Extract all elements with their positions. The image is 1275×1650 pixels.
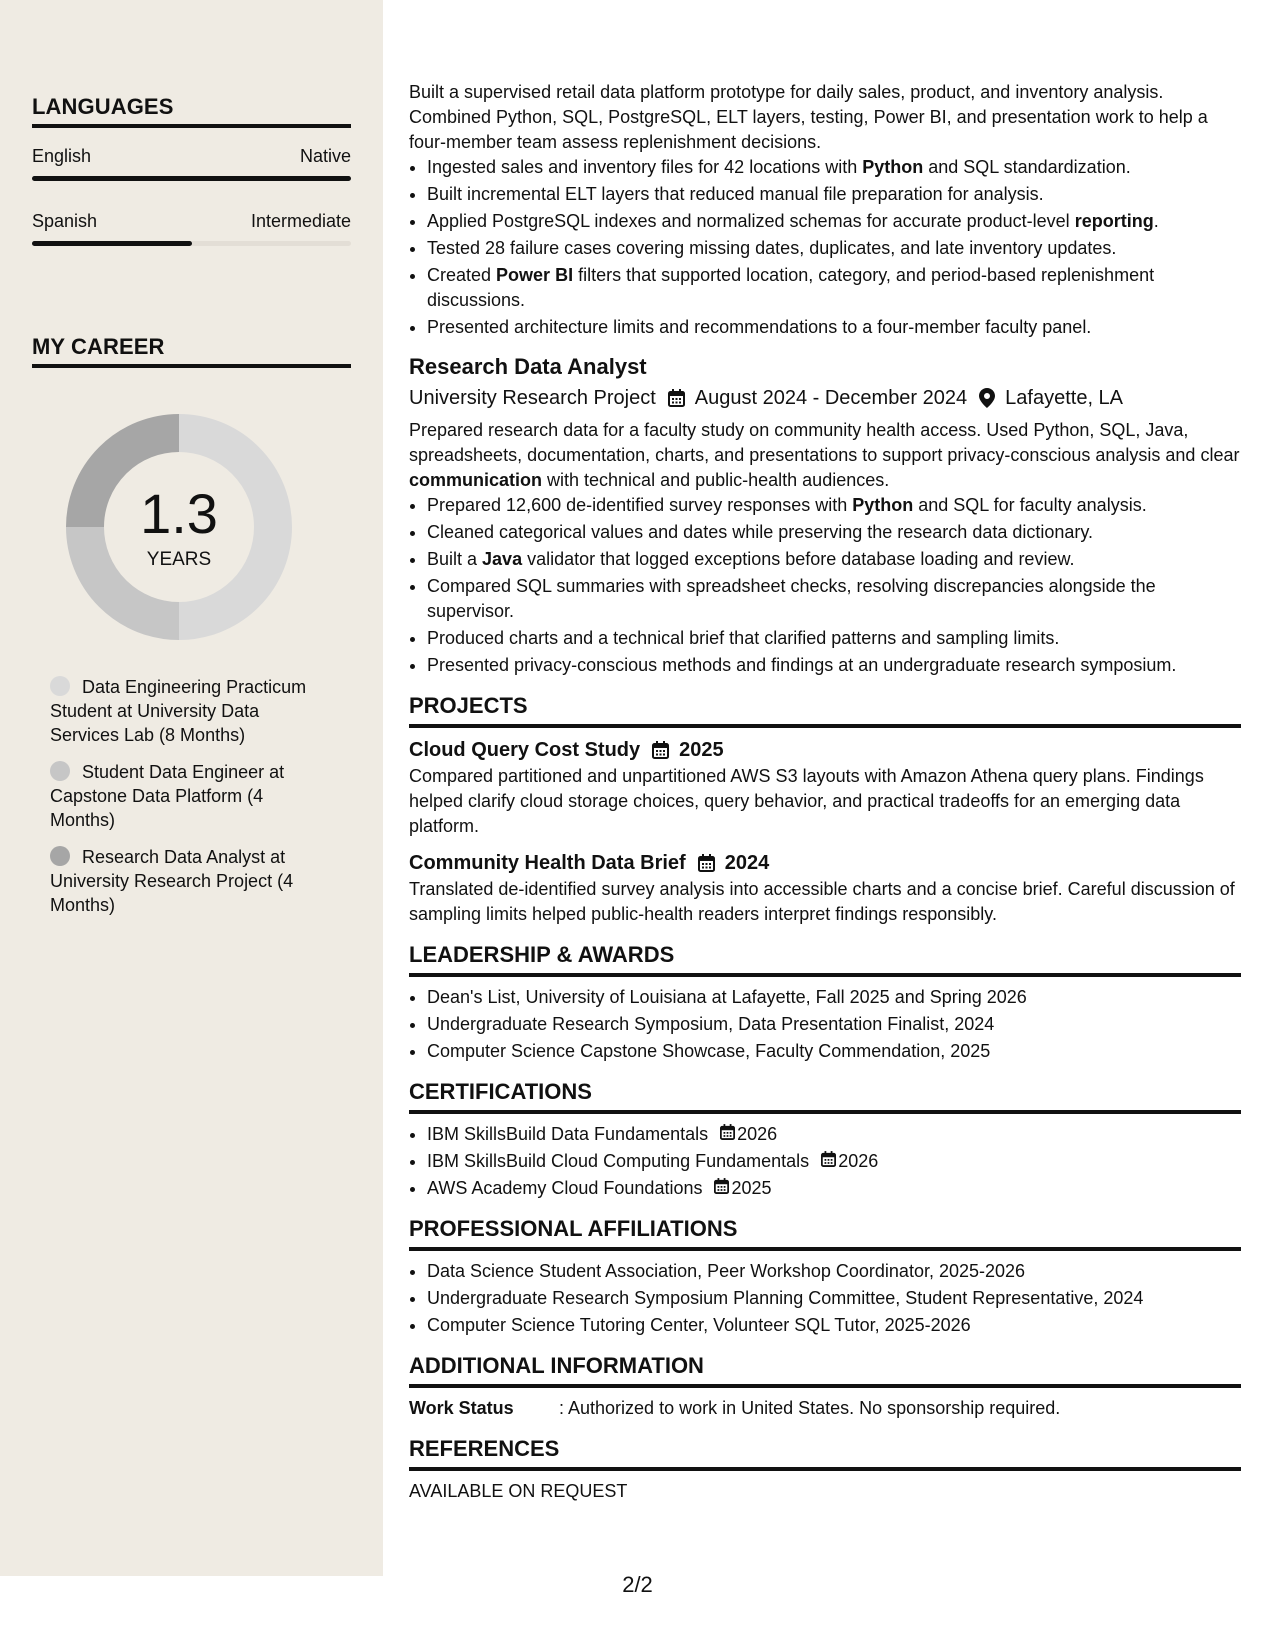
bullet-item [427,182,1241,207]
language-proficiency-bar [32,241,351,246]
certifications-heading: CERTIFICATIONS [409,1078,1241,1114]
certification-year: 2025 [731,1178,772,1198]
career-legend-label: Student Data Engineer at Capstone Data Platform (4 Months) [50,762,285,830]
language-proficiency-bar [32,176,351,181]
career-legend-item [50,675,330,747]
main-content [409,80,1241,1504]
bullet-item [427,315,1241,340]
project-year: 2024 [724,852,770,874]
map-pin-icon [979,388,995,408]
calendar-icon [714,1178,729,1194]
affiliation-item: • Undergraduate Research Symposium Planning Committee, Student Representative, 2024 [427,1286,1241,1311]
bullet-text: Applied PostgreSQL indexes and normalized schemas for accurate product-level [427,211,1075,231]
bullet-item [427,209,1241,234]
project-item [409,736,1241,839]
intro-bullets [409,155,1241,340]
language-row [32,146,351,167]
leadership-list [409,985,1241,1064]
certification-item [427,1122,1241,1147]
certifications-list [409,1122,1241,1201]
bullet-text: Presented privacy-conscious methods and findings at an undergraduate research symposium. [427,655,1177,675]
work-status-value: : Authorized to work in United States. No sponsorship required. [559,1398,1061,1418]
bullet-text: Prepared 12,600 de-identified survey responses with [427,495,853,515]
career-legend [50,675,330,930]
project-description: Compared partitioned and unpartitioned AWS S3 layouts with Amazon Athena query plans. Findings helped clarify cloud storage choices, query behavior, and practical tradeoffs for an emerging data platform. [409,766,1204,836]
leadership-item: • Dean's List, University of Louisiana at Lafayette, Fall 2025 and Spring 2026 [427,985,1241,1010]
leadership-item: • Computer Science Capstone Showcase, Faculty Commendation, 2025 [427,1039,1241,1064]
project-title-row [409,849,1241,877]
language-proficiency-fill [32,176,351,181]
role-summary [409,418,1241,493]
references-heading: REFERENCES [409,1435,1241,1471]
calendar-icon [698,854,715,872]
bullet-keyword: Python [862,157,924,177]
leadership-item: • Undergraduate Research Symposium, Data Presentation Finalist, 2024 [427,1012,1241,1037]
intro-summary: Built a supervised retail data platform prototype for daily sales, product, and inventory analysis. Combined Python, SQL, PostgreSQL, ELT layers, testing, Power BI, and presentation work to help a four-member team assess replenishment decisions. [409,82,1208,152]
legend-dot [50,761,70,781]
calendar-icon [652,741,669,759]
bullet-item [427,263,1241,313]
summary-keyword: communication [409,470,543,490]
bullet-item [427,155,1241,180]
calendar-icon [720,1124,735,1140]
page-number: 2/2 [622,1572,653,1597]
career-section [32,334,351,368]
bullet-keyword: Java [482,549,523,569]
references-text: AVAILABLE ON REQUEST [409,1481,628,1501]
bullet-text: Built a [427,549,483,569]
affiliations-list [409,1259,1241,1338]
calendar-icon [668,389,685,407]
project-year: 2025 [679,739,724,761]
additional-info-heading: ADDITIONAL INFORMATION [409,1352,1241,1388]
project-item [409,849,1241,927]
summary-text: Prepared research data for a faculty study on community health access. Used Python, SQL, Java, spreadsheets, documentation, charts, and presentations to support privacy-conscious analysis and clear [409,420,1240,465]
affiliation-item: • Data Science Student Association, Peer Workshop Coordinator, 2025-2026 [427,1259,1241,1284]
bullet-text: Tested 28 failure cases covering missing dates, duplicates, and late inventory updates. [427,238,1117,258]
project-title: Cloud Query Cost Study [409,739,641,761]
calendar-icon [821,1151,836,1167]
work-status-label: Work Status [409,1398,514,1418]
role-location: Lafayette, LA [1005,387,1124,409]
bullet-item [427,574,1241,624]
language-level: Intermediate [250,211,351,231]
language-name: English [32,146,92,166]
language-proficiency-fill [32,241,192,246]
project-title-row [409,736,1241,764]
bullet-item [427,493,1241,518]
legend-dot [50,676,70,696]
career-legend-item [50,760,330,832]
bullet-text: Cleaned categorical values and dates while preserving the research data dictionary. [427,522,1094,542]
bullet-text: Ingested sales and inventory files for 42 locations with [427,157,863,177]
career-total-value: 1.3 [140,482,218,545]
role-bullets [409,493,1241,678]
bullet-keyword: reporting [1074,211,1154,231]
certification-year: 2026 [838,1151,879,1171]
bullet-keyword: Python [852,495,914,515]
leadership-heading: LEADERSHIP & AWARDS [409,941,1241,977]
certification-name: IBM SkillsBuild Cloud Computing Fundamentals [427,1151,810,1171]
bullet-keyword: Power BI [496,265,574,285]
bullet-text: Presented architecture limits and recommendations to a four-member faculty panel. [427,317,1092,337]
legend-dot [50,846,70,866]
bullet-text: . [1153,211,1159,231]
career-legend-item [50,845,330,917]
bullet-text: and SQL for faculty analysis. [913,495,1147,515]
languages-heading: LANGUAGES [32,94,351,128]
bullet-item [427,236,1241,261]
certification-name: IBM SkillsBuild Data Fundamentals [427,1124,709,1144]
language-level: Native [299,146,351,166]
bullet-text: validator that logged exceptions before database loading and review. [522,549,1075,569]
language-name: Spanish [32,211,98,231]
summary-text: with technical and public-health audiences. [542,470,890,490]
certification-item [427,1176,1241,1201]
languages-section [32,94,351,246]
bullet-text: filters that supported location, category, and period-based replenishment discussions. [427,265,1155,310]
bullet-item [427,626,1241,651]
career-legend-label: Research Data Analyst at University Research Project (4 Months) [50,847,294,915]
sidebar [0,0,383,1576]
certification-name: AWS Academy Cloud Foundations [427,1178,703,1198]
career-legend-label: Data Engineering Practicum Student at University Data Services Lab (8 Months) [50,677,307,745]
bullet-text: Produced charts and a technical brief that clarified patterns and sampling limits. [427,628,1060,648]
bullet-item [427,653,1241,678]
project-description: Translated de-identified survey analysis into accessible charts and a concise brief. Careful discussion of sampling limits helped public-health readers interpret findings responsibly. [409,879,1235,924]
career-heading: MY CAREER [32,334,351,368]
career-donut-center [66,414,292,640]
bullet-text: Built incremental ELT layers that reduced manual file preparation for analysis. [427,184,1044,204]
bullet-item [427,520,1241,545]
projects-heading: PROJECTS [409,692,1241,728]
bullet-item [427,547,1241,572]
certification-year: 2026 [737,1124,778,1144]
language-row [32,211,351,232]
bullet-text: and SQL standardization. [923,157,1131,177]
career-donut-chart [66,414,292,640]
role-title: Research Data Analyst [409,354,647,379]
role-org: University Research Project [409,387,656,409]
project-title: Community Health Data Brief [409,852,686,874]
certification-item [427,1149,1241,1174]
affiliation-item: • Computer Science Tutoring Center, Volunteer SQL Tutor, 2025-2026 [427,1313,1241,1338]
career-total-unit: YEARS [146,549,212,570]
bullet-text: Created [427,265,497,285]
affiliations-heading: PROFESSIONAL AFFILIATIONS [409,1215,1241,1251]
role-dates: August 2024 - December 2024 [694,387,968,409]
role-meta [409,384,1241,412]
work-status-row [409,1396,1241,1421]
bullet-text: Compared SQL summaries with spreadsheet checks, resolving discrepancies alongside the supervisor. [427,576,1156,621]
